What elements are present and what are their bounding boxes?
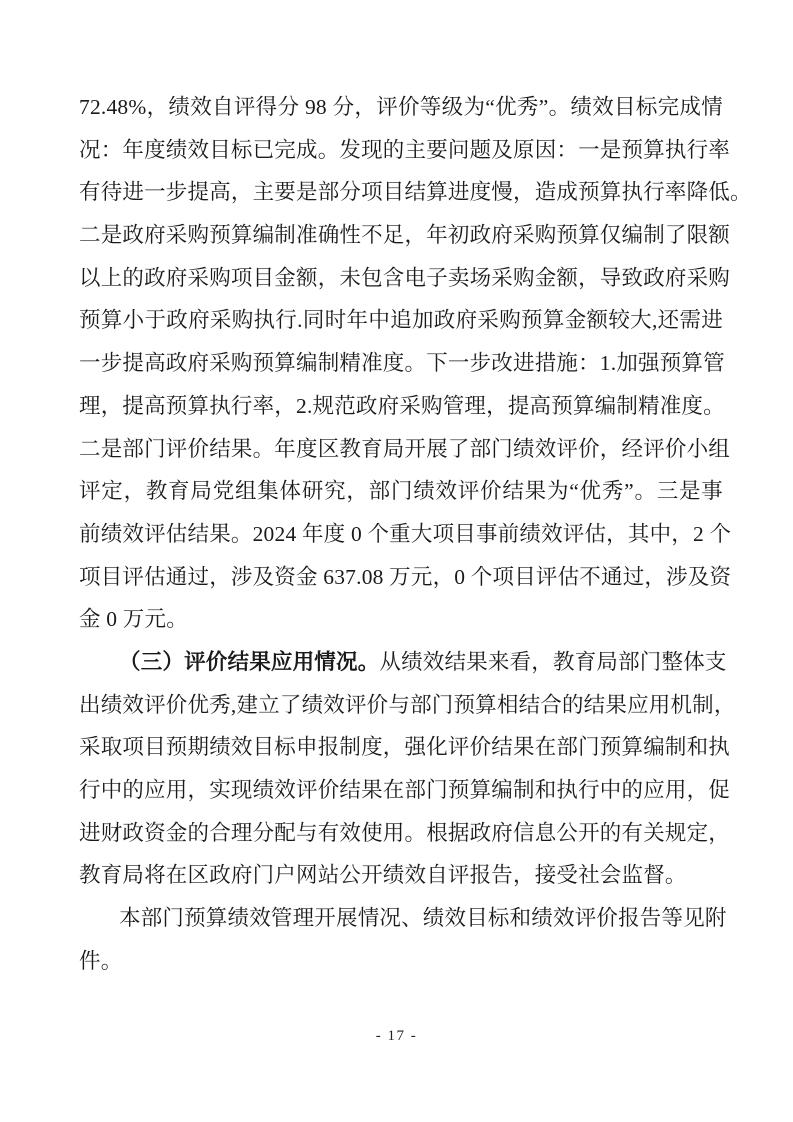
text-line: 以上的政府采购项目金额，未包含电子卖场采购金额，导致政府采购 <box>79 265 731 290</box>
text-line: 采取项目预期绩效目标申报制度，强化评价结果在部门预算编制和执 <box>79 735 731 760</box>
text-line: 出绩效评价优秀,建立了绩效评价与部门预算相结合的结果应用机制， <box>79 692 736 717</box>
text-line: 进财政资金的合理分配与有效使用。根据政府信息公开的有关规定， <box>79 820 731 845</box>
text-line: 二是政府采购预算编制准确性不足，年初政府采购预算仅编制了限额 <box>79 223 731 248</box>
document-body <box>79 86 752 982</box>
text-line: 金 0 万元。 <box>79 607 188 632</box>
bold-heading-inline: （三）评价结果应用情况。 <box>119 649 380 674</box>
text-line: （三）评价结果应用情况。从绩效结果来看，教育局部门整体支 <box>119 649 727 674</box>
text-line: 评定，教育局党组集体研究，部门绩效评价结果为“优秀”。三是事 <box>79 479 723 504</box>
text-line: 行中的应用，实现绩效评价结果在部门预算编制和执行中的应用，促 <box>79 778 731 802</box>
text-line: 项目评估通过，涉及资金 637.08 万元，0 个项目评估不通过，涉及资 <box>79 564 732 589</box>
text-line: 二是部门评价结果。年度区教育局开展了部门绩效评价，经评价小组 <box>79 436 731 461</box>
text-line: 前绩效评估结果。2024 年度 0 个重大项目事前绩效评估，其中，2 个 <box>79 521 732 546</box>
text-line: 件。 <box>79 948 123 973</box>
page-footer <box>0 1028 793 1045</box>
text-line: 教育局将在区政府门户网站公开绩效自评报告，接受社会监督。 <box>79 863 687 888</box>
page-number: - 17 - <box>375 1028 418 1044</box>
text-line: 有待进一步提高，主要是部分项目结算进度慢，造成预算执行率降低。 <box>79 180 752 205</box>
text-line: 一步提高政府采购预算编制精准度。下一步改进措施：1.加强预算管 <box>79 351 725 376</box>
text-line: 本部门预算绩效管理开展情况、绩效目标和绩效评价报告等见附 <box>119 906 727 931</box>
text-line: 72.48%，绩效自评得分 98 分，评价等级为“优秀”。绩效目标完成情 <box>79 95 723 119</box>
text-line: 预算小于政府采购执行.同时年中追加政府采购预算金额较大,还需进 <box>79 308 723 333</box>
text-line: 况：年度绩效目标已完成。发现的主要问题及原因：一是预算执行率 <box>79 137 731 162</box>
text-line: 理，提高预算执行率，2.规范政府采购管理，提高预算编制精准度。 <box>79 393 725 418</box>
